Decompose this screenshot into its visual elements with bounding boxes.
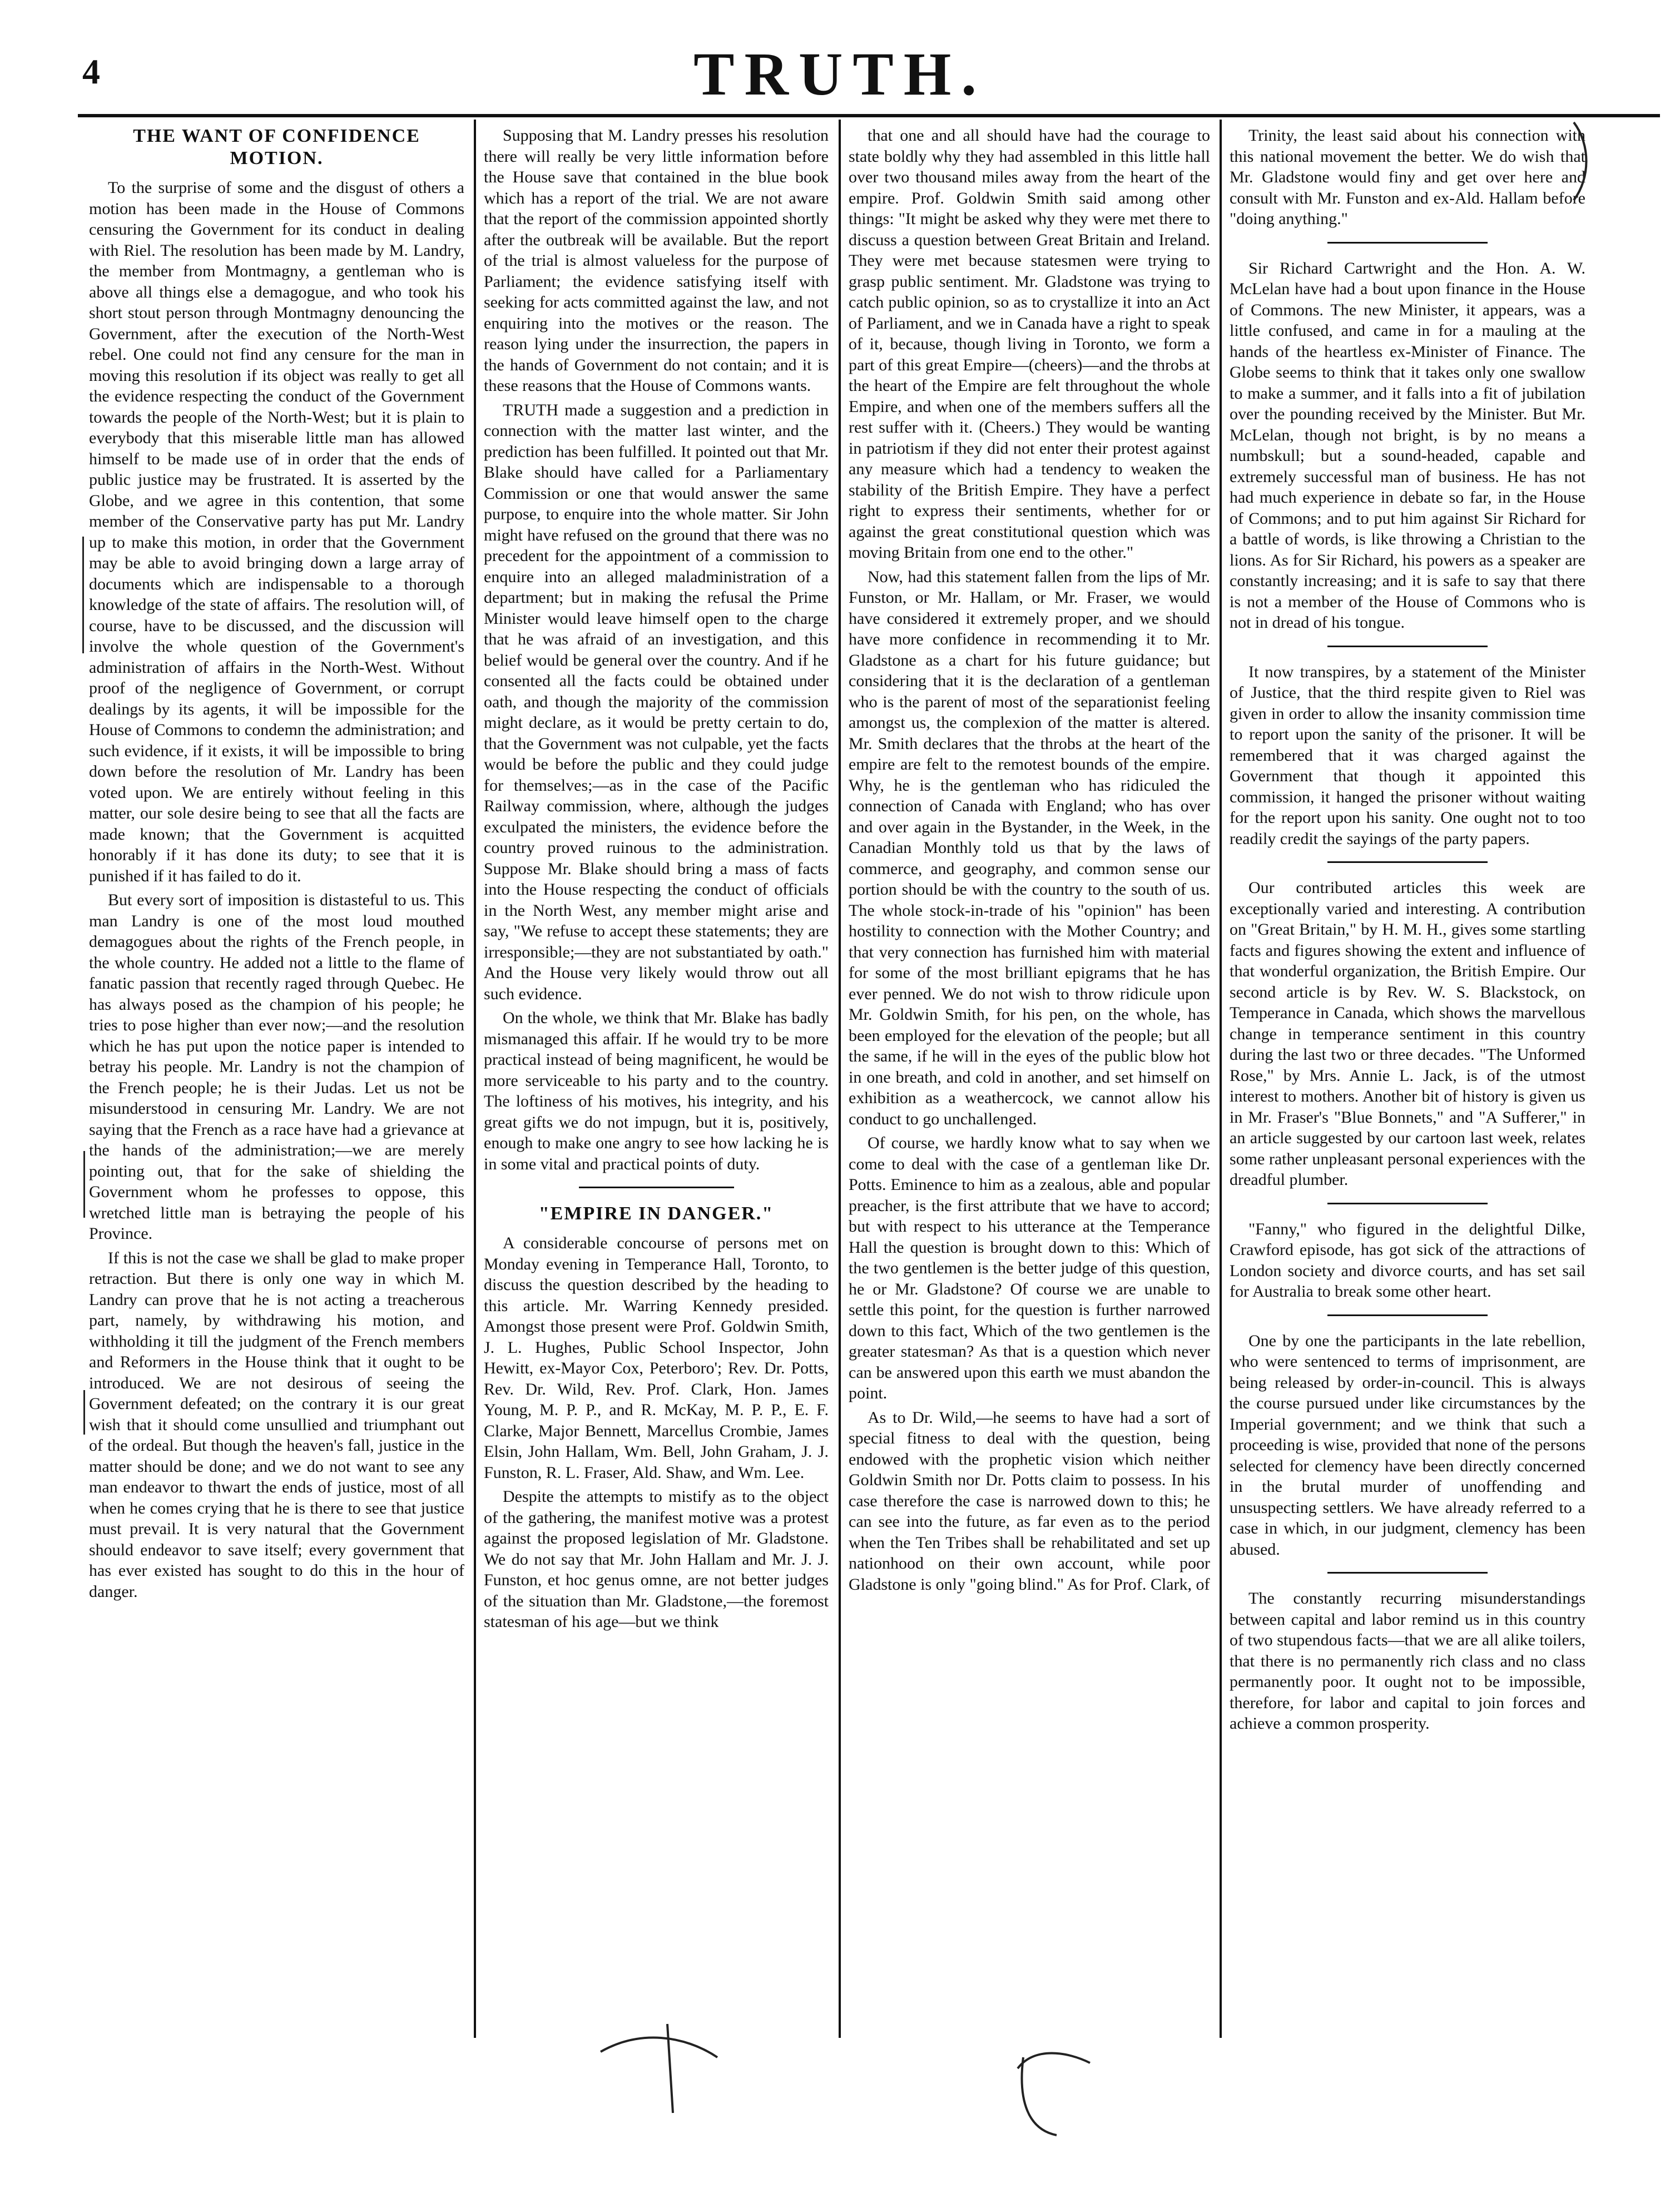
article-heading: "EMPIRE IN DANGER." (538, 1203, 774, 1224)
article-paragraph: As to Dr. Wild,—he seems to have had a sort of special fitness to deal with the question, being endowed with the prophetic vision which neither Goldwin Smith nor Dr. Potts claim to possess. In his case therefore the case is narrowed down to this; he can see into the future, as far even as to the period when the Ten Tribes shall be rehabilitated and set up nationhood on their own account, while poor Gladstone is only "going blind." As for Prof. Clark, of (849, 1408, 1210, 1594)
article-paragraph: Sir Richard Cartwright and the Hon. A. W. McLelan have had a bout upon finance in the House of Commons. The new Minister, it appears, was a little confused, and came in for a mauling at the hands of the heartless ex-Minister of Finance. The Globe seems to think that it takes only one swallow to make a summer, and it falls into a fit of jubilation over the pounding received by the Minister. But Mr. McLelan, though not bright, is by no means a numbskull; but a sound-headed, capable and extremely successful man of business. He has not had much experience in debate so far, in the House of Commons; and to put him against Sir Richard for a battle of words, is like throwing a Christian to the lions. As for Sir Richard, his powers as a speaker are constantly increasing; and it is safe to say that there is not a member of the House of Commons who is not in dread of his tongue. (1230, 259, 1585, 632)
article-paragraph: Trinity, the least said about his connection with this national movement the better. We do wish that Mr. Gladstone would finy and get over here and consult with Mr. Funston and ex-Ald. Hallam before "doing anything." (1230, 126, 1585, 228)
article-paragraph: that one and all should have had the courage to state boldly why they had assembled in this little hall over two thousand miles away from the heart of the empire. Prof. Goldwin Smith said among other things: "It might be asked why they were met there to discuss a question between Great Britain and Ireland. They were met because statesmen were trying to grasp public sentiment. Mr. Gladstone was trying to catch public opinion, so as to crystallize it into an Act of Parliament, and we in Canada have a right to speak of it, because, though living in Toronto, we form a part of this great Empire—(cheers)—and the throbs at the heart of the Empire are felt throughout the whole Empire, and when one of the members suffers all the rest suffer with it. (Cheers.) They would be wanting in patriotism if they did not enter their protest against any measure which had a tendency to weaken the stability of the British Empire. They have a perfect right to express their sentiments, whether for or against the great constitutional question which was moving Britain from one end to the other." (849, 126, 1210, 562)
article-paragraph: Our contributed articles this week are exceptionally varied and interesting. A contribution on "Great Britain," by H. M. H., gives some startling facts and figures showing the extent and influence of that wonderful organization, the British Empire. Our second article is by Rev. W. S. Blackstock, on Temperance in Canada, which shows the marvellous change in temperance sentiment in this country during the last two or three decades. "The Unformed Rose," by Mrs. Annie L. Jack, is of the utmost interest to mothers. Another bit of history is given us in Mr. Fraser's "Blue Bonnets," and "A Sufferer," in an article suggested by our cartoon last week, relates some rather unpleasant personal experiences with the dreadful plumber. (1230, 879, 1585, 1189)
article-paragraph: TRUTH made a suggestion and a prediction in connection with the matter last winter, and the prediction has been fulfilled. It pointed out that Mr. Blake should have called for a Parliamentary Commission or one that would answer the same purpose, to enquire into the whole matter. Sir John might have refused on the ground that there was no precedent for the appointment of a commission to enquire into an alleged maladministration of a department; but in making the refusal the Prime Minister would leave himself open to the charge that he was afraid of an investigation, and this belief would be general over the country. And if he consented all the facts could be obtained under oath, and though the majority of the commission might declare, as it would be pretty certain to do, that the Government was not culpable, yet the facts would be before the public and they could judge for themselves;—as in the case of the Pacific Railway commission, where, although the judges exculpated the ministers, the evidence before the country proved ruinous to the administration. Suppose Mr. Blake should bring a mass of facts into the House respecting the conduct of officials in the North West, any member might arise and say, "We refuse to accept these statements; they are irresponsible;—they are not substantiated by oath." And the House very likely would throw out all such evidence. (484, 400, 829, 1003)
article-paragraph: To the surprise of some and the disgust of others a motion has been made in the House of Commons censuring the Government for its conduct in dealing with Riel. The resolution has been made by M. Landry, the member from Montmagny, a gentleman who is above all things else a demagogue, and who took his short stout person through Montmagny denouncing the Government, after the execution of the North-West rebel. One could not find any censure for the man in moving this resolution if its object was really to get all the evidence respecting the conduct of the Government towards the people of the North-West; but it is plain to everybody that this miserable little man has allowed himself to be made use of in order that the ends of public justice may be frustrated. It is asserted by the Globe, and we agree in this contention, that some member of the Conservative party has put Mr. Landry up to make this motion, in order that the Government may be able to avoid bringing down a large array of documents which are indispensable to a thorough knowledge of the state of affairs. The resolution will, of course, have to be discussed, and the discussion will involve the whole question of the Government's administration of affairs in the North-West. Without proof of the negligence of Government, or corrupt dealings by its agents, it will be impossible for the House of Commons to condemn the administration; and such evidence, if it exists, it will be impossible to bring down before the resolution of Mr. Landry has been voted upon. We are entirely without feeling in this matter, our sole desire being to see that all the facts are made known; that the Government is acquitted honorably if it has done its duty; to see that it is punished if it has failed to do it. (89, 178, 464, 885)
article-heading: THE WANT OF CONFIDENCE MOTION. (133, 126, 420, 168)
article-paragraph: Despite the attempts to mistify as to the object of the gathering, the manifest motive was a protest against the proposed legislation of Mr. Gladstone. We do not say that Mr. John Hallam and Mr. J. J. Funston, et hoc genus omne, are not better judges of the situation than Mr. Gladstone,—the foremost statesman of his age—but we think (484, 1487, 829, 1631)
article-paragraph: Of course, we hardly know what to say when we come to deal with the case of a gentleman like Dr. Potts. Eminence to him as a zealous, able and popular preacher, is the first attribute that we have to accord; but with respect to his utterance at the Temperance Hall the question is brought down to this: Which of the two gentlemen is the better judge of this question, he or Mr. Gladstone? Of course we are unable to settle this point, for the question is further narrowed down to this fact, Which of the two gentlemen is the greater statesman? As that is a question which never can be answered upon this earth we must abandon the point. (849, 1134, 1210, 1402)
article-paragraph: One by one the participants in the late rebellion, who were sentenced to terms of imprisonment, are being released by order-in-council. This is always the course pursued under like circumstances by the Imperial government; and we think that such a proceeding is wise, provided that none of the persons selected for clemency have been directly concerned in the brutal murder of unoffending and unsuspecting settlers. We have already referred to a case in which, in our judgment, clemency has been abused. (1230, 1331, 1585, 1559)
article-paragraph: The constantly recurring misunderstandings between capital and labor remind us in this country of two stupendous facts—that we are all alike toilers, that there is no permanently rich class and no class permanently poor. It ought not to be impossible, therefore, for labor and capital to join forces and achieve a common prosperity. (1230, 1589, 1585, 1733)
masthead-title: TRUTH. (693, 40, 987, 108)
article-paragraph: But every sort of imposition is distasteful to us. This man Landry is one of the most loud mouthed demagogues about the rights of the French people, in the whole country. He added not a little to the flame of fanatic passion that recently raged through Quebec. He has always posed as the champion of his people; he tries to pose higher than ever now;—and the resolution which he has put upon the notice paper is intended to betray his people. Mr. Landry is not the champion of the French people; he is their Judas. Let us not be misunderstood in censuring Mr. Landry. We are not saying that the French as a race have had a grievance at the hands of the administration;—we are merely pointing out, that for the sake of shielding the Government whom he professes to oppose, this wretched little man is betraying the people of his Province. (89, 891, 464, 1243)
article-paragraph: If this is not the case we shall be glad to make proper retraction. But there is only one way in which M. Landry can prove that he is not acting a treacherous part, namely, by withdrawing his motion, and withholding it till the judgment of the French members and Reformers in the House think that it ought to be introduced. We are not desirous of seeing the Government defeated; on the contrary it is our great wish that it should come unsullied and triumphant out of the ordeal. But though the heaven's fall, justice in the matter should be done; and we do not want to see any man endeavor to thwart the ends of justice, most of all when he comes crying that he is there to see that justice must prevail. It is very natural that the Government should endeavor to save itself; every government that has ever existed has sought to do this in the hour of danger. (89, 1248, 464, 1601)
article-paragraph: On the whole, we think that Mr. Blake has badly mismanaged this affair. If he would try to be more practical instead of being magnificent, he would be more serviceable to his party and to the country. The loftiness of his motives, his integrity, and his great gifts we do not impugn, but it is, positively, enough to make one angry to see how lacking he is in some vital and practical points of duty. (484, 1009, 829, 1173)
page-number: 4 (82, 52, 100, 91)
article-paragraph: Now, had this statement fallen from the lips of Mr. Funston, or Mr. Hallam, or Mr. Fraser, we would have considered it extremely proper, and we should have more confidence in recommending it to Mr. Gladstone as a chart for his future guidance; but considering that it is the declaration of a gentleman who is the parent of most of the separationist feeling amongst us, the complexion of the matter is altered. Mr. Smith declares that the throbs at the heart of the empire are felt to the remotest bounds of the empire. Why, he is the gentleman who has ridiculed the connection of Canada with England; who has over and over again in the Bystander, in the Week, in the Canadian Monthly told us that by the laws of commerce, and geography, and common sense our portion should be with the country to the south of us. The whole stock-in-trade of his "opinion" has been hostility to connection with the Mother Country; and that very connection has furnished him with material for some of the most brilliant epigrams that he has ever penned. We do not wish to throw ridicule upon Mr. Goldwin Smith, for his pen, on the whole, has been employed for the elevation of the people; but all the same, if he will in the eyes of the public blow hot in one breath, and cold in another, and set himself on exhibition as a weathercock, we cannot allow his conduct to go unchallenged. (849, 567, 1210, 1128)
article-paragraph: "Fanny," who figured in the delightful Dilke, Crawford episode, has got sick of the attractions of London society and divorce courts, and has set sail for Australia to break some other heart. (1230, 1219, 1585, 1301)
article-paragraph: A considerable concourse of persons met on Monday evening in Temperance Hall, Toronto, to discuss the question described by the heading to this article. Mr. Warring Kennedy presided. Amongst those present were Prof. Goldwin Smith, J. L. Hughes, Public School Inspector, John Hewitt, ex-Mayor Cox, Peterboro'; Rev. Dr. Potts, Rev. Dr. Wild, Rev. Prof. Clark, Hon. James Young, M. P. P., and R. McKay, M. P. P., E. F. Clarke, Major Bennett, Marcellus Crombie, James Elsin, John Hallam, Wm. Bell, John Graham, J. J. Funston, R. L. Fraser, Ald. Shaw, and Wm. Lee. (484, 1234, 829, 1482)
article-paragraph: It now transpires, by a statement of the Minister of Justice, that the third respite given to Riel was given in order to allow the insanity commission time to report upon the sanity of the prisoner. It will be remembered that it was charged against the Government that though it appointed this commission, it hanged the prisoner without waiting for the report upon his sanity. One ought not to too readily credit the sayings of the party papers. (1230, 662, 1585, 848)
article-paragraph: Supposing that M. Landry presses his resolution there will really be very little information before the House save that contained in the blue book which has a report of the trial. We are not aware that the report of the commission appointed shortly after the outbreak will be available. But the report of the trial is almost valueless for the purpose of Parliament; the evidence satisfying itself with seeking for acts committed against the law, and not enquiring into the motives or the reason. The reason lying under the insurrection, the papers in the hands of Government do not contain; and it is these reasons that the House of Commons wants. (484, 126, 829, 395)
